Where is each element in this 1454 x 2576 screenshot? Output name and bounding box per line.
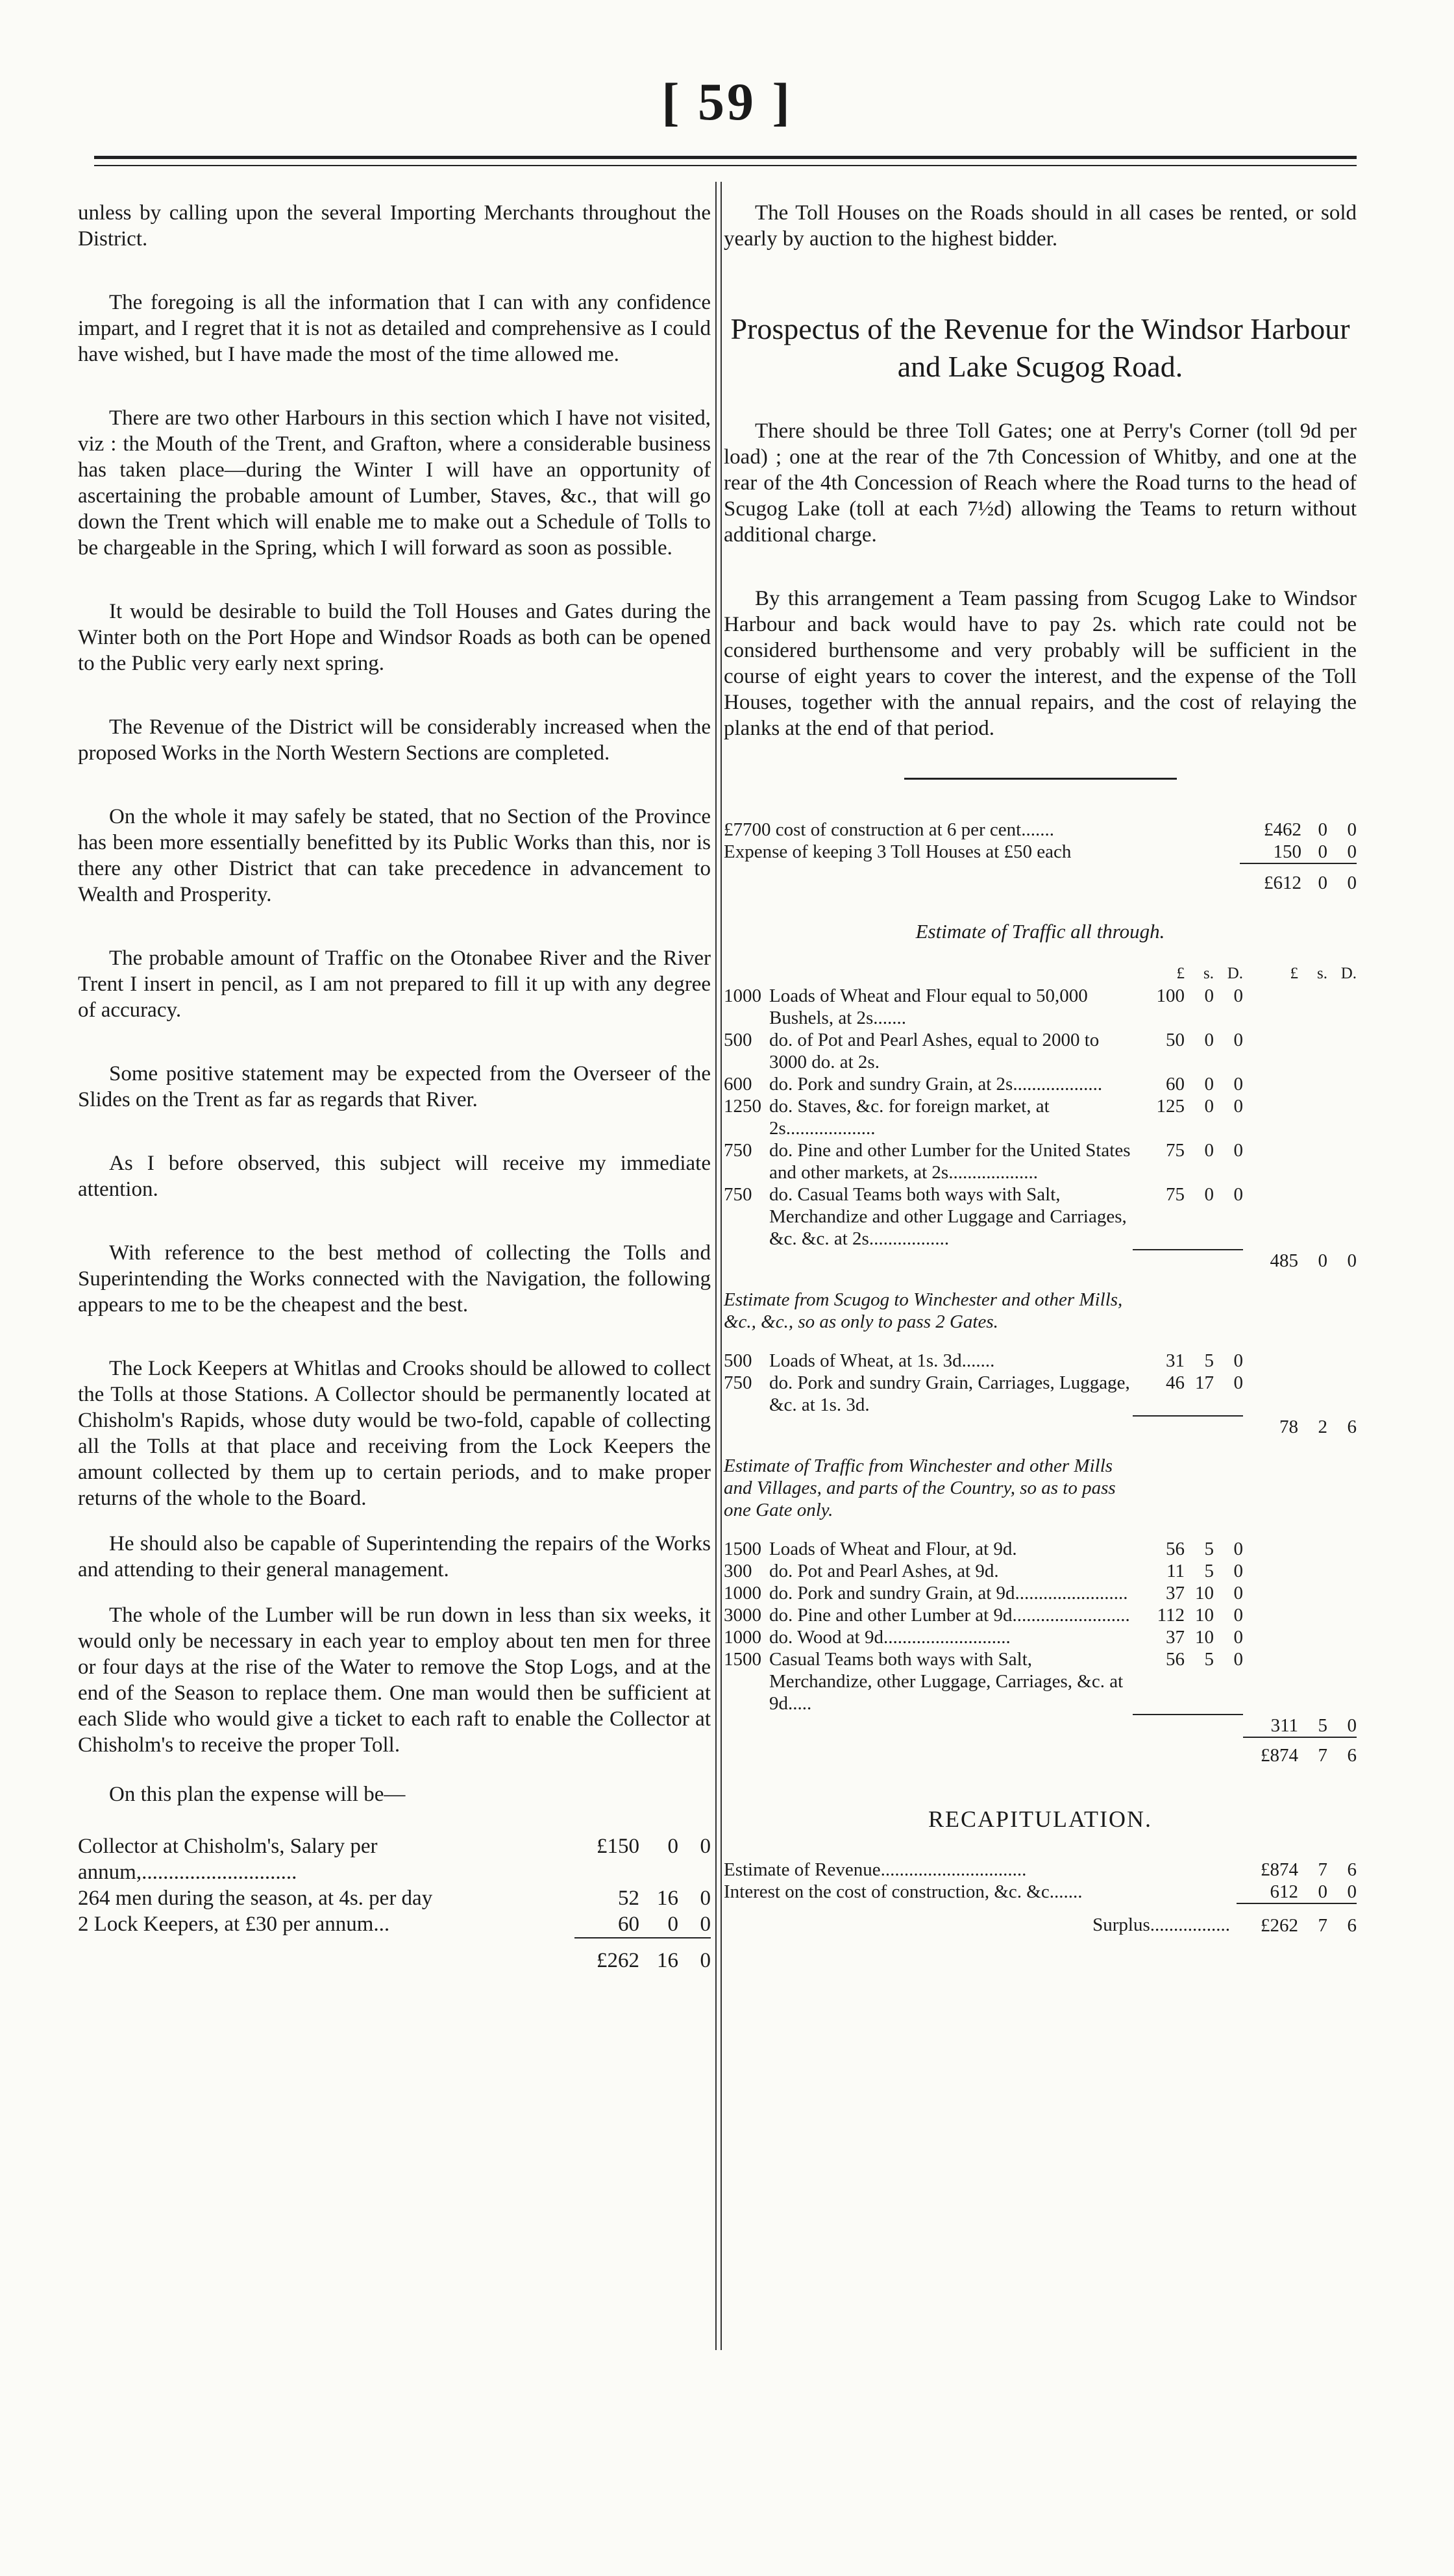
cost-row: [724, 841, 1357, 863]
winchester-desc: do. Pine and other Lumber at 9d.........................: [769, 1605, 1130, 1626]
traffic-table: [724, 963, 1357, 1272]
scugog-table: [724, 1350, 1357, 1438]
traffic-pence: 0: [1233, 1184, 1243, 1205]
cost-shillings: 0: [1318, 819, 1327, 840]
winchester-row: [724, 1582, 1357, 1604]
grand-total-pounds: £874: [1243, 1737, 1298, 1766]
scugog-pence: 0: [1233, 1372, 1243, 1393]
winchester-shillings: 5: [1204, 1649, 1214, 1670]
winchester-total-row: [724, 1715, 1357, 1737]
traffic-qty: 1000: [724, 985, 761, 1006]
scugog-pounds: 31: [1166, 1350, 1185, 1371]
cost-total-shillings: 0: [1301, 863, 1327, 894]
expense-shillings: 0: [667, 1913, 678, 1936]
page-number: [ 59 ]: [661, 72, 793, 131]
winchester-qty: 1500: [724, 1649, 761, 1670]
left-paragraph-1: unless by calling upon the several Importing Merchants throughout the District.: [78, 201, 711, 251]
traffic-pence: 0: [1233, 985, 1243, 1006]
winchester-table: [724, 1538, 1357, 1766]
winchester-qty: 1500: [724, 1539, 761, 1559]
scugog-desc: Loads of Wheat, at 1s. 3d.......: [769, 1350, 995, 1371]
scugog-total-shillings: 2: [1318, 1417, 1327, 1437]
winchester-desc: Loads of Wheat and Flour, at 9d.: [769, 1539, 1017, 1559]
winchester-pence: 0: [1233, 1583, 1243, 1604]
scugog-shillings: 17: [1195, 1372, 1214, 1393]
recap-desc: Estimate of Revenue...............................: [724, 1859, 1027, 1880]
winchester-pence: 0: [1233, 1561, 1243, 1581]
winchester-pounds: 11: [1166, 1561, 1185, 1581]
header-rule-thin: [94, 165, 1357, 166]
winchester-desc: do. Wood at 9d...........................: [769, 1627, 1011, 1648]
traffic-shillings: 0: [1204, 1074, 1214, 1095]
left-paragraph-6: On the whole it may safely be stated, that no Section of the Province has been more essentially benefitted by its Public Works than this, nor is there any other District that can take precedence in advancement to Wealth and Prosperity.: [78, 805, 711, 906]
scugog-row: [724, 1350, 1357, 1372]
winchester-total-pence: 0: [1347, 1715, 1357, 1736]
traffic-desc: do. Casual Teams both ways with Salt, Merchandize and other Luggage and Carriages, &c. &c. at 2s.................: [769, 1184, 1127, 1249]
grand-total-row: [724, 1737, 1357, 1766]
winchester-pence: 0: [1233, 1627, 1243, 1648]
recap-shillings: 7: [1318, 1859, 1327, 1880]
left-paragraph-9: As I before observed, this subject will receive my immediate attention.: [78, 1152, 711, 1201]
expense-total-pounds: £262: [574, 1938, 639, 1974]
header-pence-total: D.: [1340, 965, 1357, 982]
traffic-pounds: 125: [1156, 1096, 1185, 1117]
traffic-pounds: 75: [1166, 1184, 1185, 1205]
right-paragraph-1: The Toll Houses on the Roads should in all cases be rented, or sold yearly by auction to the highest bidder.: [724, 201, 1357, 251]
scugog-pounds: 46: [1166, 1372, 1185, 1393]
cost-total-row: [724, 863, 1357, 894]
left-paragraph-4: It would be desirable to build the Toll Houses and Gates during the Winter both on the Port Hope and Windsor Roads as both can be opened to the Public very early next spring.: [78, 600, 711, 675]
column-headers: [724, 963, 1357, 985]
left-column: [78, 195, 711, 1974]
recap-pence: 0: [1347, 1881, 1357, 1902]
traffic-qty: 600: [724, 1074, 752, 1095]
winchester-pounds: 112: [1157, 1605, 1185, 1626]
expense-pounds: 52: [618, 1887, 639, 1910]
left-paragraph-11: The Lock Keepers at Whitlas and Crooks should be allowed to collect the Tolls at those Stations. A Collector should be permanently located at Chisholm's Rapids, whose duty would be two-fold, capable of collecting all the Tolls at that place and receiving from the Lock Keepers the amount collected by them up to certain periods, and to make proper returns of the whole to the Board.: [78, 1357, 711, 1510]
section-rule: [904, 778, 1177, 780]
winchester-qty: 3000: [724, 1605, 761, 1626]
traffic-heading: Estimate of Traffic all through.: [915, 920, 1165, 943]
recap-desc: Interest on the cost of construction, &c. &c.......: [724, 1881, 1083, 1902]
recap-pounds: 612: [1270, 1881, 1298, 1902]
recap-table: [724, 1859, 1357, 1937]
winchester-qty: 1000: [724, 1627, 761, 1648]
winchester-heading: Estimate of Traffic from Winchester and other Mills and Villages, and parts of the Country, so as to pass one Gate only.: [724, 1455, 1116, 1520]
scugog-qty: 500: [724, 1350, 752, 1371]
prospectus-heading: Prospectus of the Revenue for the Windsor Harbour and Lake Scugog Road.: [730, 312, 1350, 383]
winchester-pounds: 37: [1166, 1627, 1185, 1648]
traffic-pence: 0: [1233, 1030, 1243, 1050]
traffic-row: [724, 1029, 1357, 1073]
expense-row: [78, 1885, 711, 1911]
expense-pence: 0: [700, 1887, 711, 1910]
expense-desc: 2 Lock Keepers, at £30 per annum...: [78, 1913, 390, 1936]
traffic-total-pence: 0: [1347, 1250, 1357, 1271]
traffic-total-shillings: 0: [1318, 1250, 1327, 1271]
winchester-pounds: 56: [1166, 1649, 1185, 1670]
expense-total-row: [78, 1938, 711, 1974]
expense-pounds: £150: [597, 1835, 639, 1858]
traffic-pounds: 60: [1166, 1074, 1185, 1095]
surplus-label: Surplus.................: [1092, 1914, 1230, 1935]
traffic-pence: 0: [1233, 1074, 1243, 1095]
expense-table: [78, 1833, 711, 1974]
scugog-total-pence: 6: [1347, 1417, 1357, 1437]
scugog-pence: 0: [1233, 1350, 1243, 1371]
left-paragraph-10: With reference to the best method of collecting the Tolls and Superintending the Works connected with the Navigation, the following appears to me to be the cheapest and the best.: [78, 1241, 711, 1317]
cost-pence: 0: [1347, 841, 1357, 862]
winchester-qty: 300: [724, 1561, 752, 1581]
winchester-pounds: 56: [1166, 1539, 1185, 1559]
left-paragraph-14: On this plan the expense will be—: [109, 1783, 406, 1806]
winchester-shillings: 5: [1204, 1539, 1214, 1559]
expense-row: [78, 1833, 711, 1885]
cost-total-pounds: £612: [1240, 863, 1301, 894]
cost-pounds: 150: [1273, 841, 1301, 862]
surplus-pence: 6: [1327, 1903, 1357, 1937]
expense-total-pence: 0: [678, 1938, 711, 1974]
cost-table: [724, 819, 1357, 894]
scugog-total-row: [724, 1416, 1357, 1438]
surplus-pounds: £262: [1237, 1903, 1298, 1937]
traffic-qty: 750: [724, 1184, 752, 1205]
surplus-shillings: 7: [1298, 1903, 1327, 1937]
traffic-row: [724, 1139, 1357, 1183]
expense-pence: 0: [700, 1913, 711, 1936]
scugog-qty: 750: [724, 1372, 752, 1393]
recap-pounds: £874: [1261, 1859, 1298, 1880]
left-paragraph-13: The whole of the Lumber will be run down in less than six weeks, it would only be necessary in each year to employ about ten men for three or four days at the rise of the Water to remove the Stop Logs, and at the end of the Season to replace them. One man would then be sufficient at each Slide who would give a ticket to each raft to enable the Collector at Chisholm's to receive the proper Toll.: [78, 1604, 711, 1757]
traffic-total-pounds: 485: [1270, 1250, 1298, 1271]
traffic-row: [724, 1095, 1357, 1139]
traffic-row: [724, 985, 1357, 1029]
traffic-shillings: 0: [1204, 1184, 1214, 1205]
cost-shillings: 0: [1318, 841, 1327, 862]
traffic-pence: 0: [1233, 1096, 1243, 1117]
recap-pence: 6: [1347, 1859, 1357, 1880]
grand-total-shillings: 7: [1298, 1737, 1327, 1766]
traffic-row: [724, 1183, 1357, 1250]
traffic-qty: 750: [724, 1140, 752, 1161]
expense-row: [78, 1911, 711, 1938]
traffic-pounds: 100: [1156, 985, 1185, 1006]
surplus-row: [724, 1903, 1357, 1937]
traffic-pounds: 50: [1166, 1030, 1185, 1050]
traffic-desc: do. Pine and other Lumber for the United States and other markets, at 2s...................: [769, 1140, 1131, 1183]
traffic-shillings: 0: [1204, 1096, 1214, 1117]
traffic-pounds: 75: [1166, 1140, 1185, 1161]
expense-desc: 264 men during the season, at 4s. per day: [78, 1887, 433, 1910]
winchester-shillings: 10: [1195, 1583, 1214, 1604]
left-paragraph-2: The foregoing is all the information that I can with any confidence impart, and I regret that it is not as detailed and comprehensive as I could have wished, but I have made the most of the time allowed me.: [78, 291, 711, 366]
cost-row: [724, 819, 1357, 841]
recap-row: [724, 1859, 1357, 1881]
expense-shillings: 0: [667, 1835, 678, 1858]
winchester-shillings: 5: [1204, 1561, 1214, 1581]
winchester-desc: do. Pork and sundry Grain, at 9d........................: [769, 1583, 1128, 1604]
winchester-desc: Casual Teams both ways with Salt, Merchandize, other Luggage, Carriages, &c. at 9d.....: [769, 1649, 1124, 1714]
traffic-shillings: 0: [1204, 1030, 1214, 1050]
left-paragraph-3: There are two other Harbours in this section which I have not visited, viz : the Mouth of the Trent, and Grafton, where a considerable business has taken place—during the Winter I will have an opportunity of ascertaining the probable amount of Lumber, Staves, &c., that will go down the Trent which will enable me to make out a Schedule of Tolls to be chargeable in the Spring, which I will forward as soon as possible.: [78, 406, 711, 560]
traffic-desc: Loads of Wheat and Flour equal to 50,000 Bushels, at 2s.......: [769, 985, 1088, 1028]
header-pence: D.: [1227, 965, 1243, 982]
traffic-desc: do. of Pot and Pearl Ashes, equal to 2000 to 3000 do. at 2s.: [769, 1030, 1100, 1072]
expense-pounds: 60: [618, 1913, 639, 1936]
column-divider: [715, 182, 722, 2350]
right-column: [724, 195, 1357, 1937]
traffic-qty: 1250: [724, 1096, 761, 1117]
traffic-row: [724, 1073, 1357, 1095]
recap-row: [724, 1881, 1357, 1903]
recap-shillings: 0: [1318, 1881, 1327, 1902]
header-shillings-total: s.: [1317, 965, 1327, 982]
header-shillings: s.: [1203, 965, 1214, 982]
expense-desc: Collector at Chisholm's, Salary per annum,.............................: [78, 1835, 378, 1884]
header-rule: [94, 156, 1357, 159]
winchester-pence: 0: [1233, 1539, 1243, 1559]
winchester-pence: 0: [1233, 1649, 1243, 1670]
left-paragraph-8: Some positive statement may be expected from the Overseer of the Slides on the Trent as far as regards that River.: [78, 1062, 711, 1111]
expense-total-shillings: 16: [639, 1938, 678, 1974]
scugog-desc: do. Pork and sundry Grain, Carriages, Luggage, &c. at 1s. 3d.: [769, 1372, 1130, 1415]
winchester-shillings: 10: [1195, 1627, 1214, 1648]
scugog-shillings: 5: [1204, 1350, 1214, 1371]
left-paragraph-12: He should also be capable of Superintending the repairs of the Works and attending to their general management.: [78, 1532, 711, 1581]
scugog-row: [724, 1372, 1357, 1416]
winchester-pounds: 37: [1166, 1583, 1185, 1604]
winchester-row: [724, 1538, 1357, 1560]
cost-pounds: £462: [1264, 819, 1301, 840]
header-pounds: £: [1176, 965, 1185, 982]
cost-desc: £7700 cost of construction at 6 per cent.......: [724, 819, 1054, 840]
traffic-pence: 0: [1233, 1140, 1243, 1161]
traffic-shillings: 0: [1204, 1140, 1214, 1161]
left-paragraph-5: The Revenue of the District will be considerably increased when the proposed Works in the North Western Sections are completed.: [78, 715, 711, 765]
traffic-desc: do. Staves, &c. for foreign market, at 2s...................: [769, 1096, 1050, 1139]
right-paragraph-3: By this arrangement a Team passing from Scugog Lake to Windsor Harbour and back would have to pay 2s. which rate could not be considered burthensome and very probably will be sufficient in the course of eight years to cover the interest, and the expense of the Toll Houses, together with the annual repairs, and the cost of relaying the planks at the end of that period.: [724, 587, 1357, 740]
cost-desc: Expense of keeping 3 Toll Houses at £50 each: [724, 841, 1072, 862]
expense-shillings: 16: [657, 1887, 678, 1910]
winchester-row: [724, 1626, 1357, 1648]
winchester-qty: 1000: [724, 1583, 761, 1604]
scugog-total-pounds: 78: [1279, 1417, 1298, 1437]
header-pounds-total: £: [1290, 965, 1298, 982]
left-paragraph-7: The probable amount of Traffic on the Otonabee River and the River Trent I insert in pencil, as I am not prepared to fill it up with any degree of accuracy.: [78, 947, 711, 1022]
scugog-heading: Estimate from Scugog to Winchester and other Mills, &c., &c., so as only to pass 2 Gates.: [724, 1289, 1123, 1332]
winchester-total-pounds: 311: [1270, 1715, 1298, 1736]
traffic-total-row: [724, 1250, 1357, 1272]
grand-total-pence: 6: [1327, 1737, 1357, 1766]
cost-pence: 0: [1347, 819, 1357, 840]
winchester-row: [724, 1560, 1357, 1582]
expense-pence: 0: [700, 1835, 711, 1858]
cost-total-pence: 0: [1327, 863, 1357, 894]
recapitulation-heading: RECAPITULATION.: [928, 1806, 1152, 1832]
traffic-qty: 500: [724, 1030, 752, 1050]
winchester-row: [724, 1604, 1357, 1626]
winchester-desc: do. Pot and Pearl Ashes, at 9d.: [769, 1561, 999, 1581]
traffic-desc: do. Pork and sundry Grain, at 2s...................: [769, 1074, 1103, 1095]
winchester-pence: 0: [1233, 1605, 1243, 1626]
winchester-shillings: 10: [1195, 1605, 1214, 1626]
traffic-shillings: 0: [1204, 985, 1214, 1006]
right-paragraph-2: There should be three Toll Gates; one at Perry's Corner (toll 9d per load) ; one at the rear of the 7th Concession of Whitby, and one at the rear of the 4th Concession of Reach where the Road turns to the head of Scugog Lake (toll at each 7½d) allowing the Teams to return without additional charge.: [724, 419, 1357, 547]
winchester-row: [724, 1648, 1357, 1715]
winchester-total-shillings: 5: [1318, 1715, 1327, 1736]
